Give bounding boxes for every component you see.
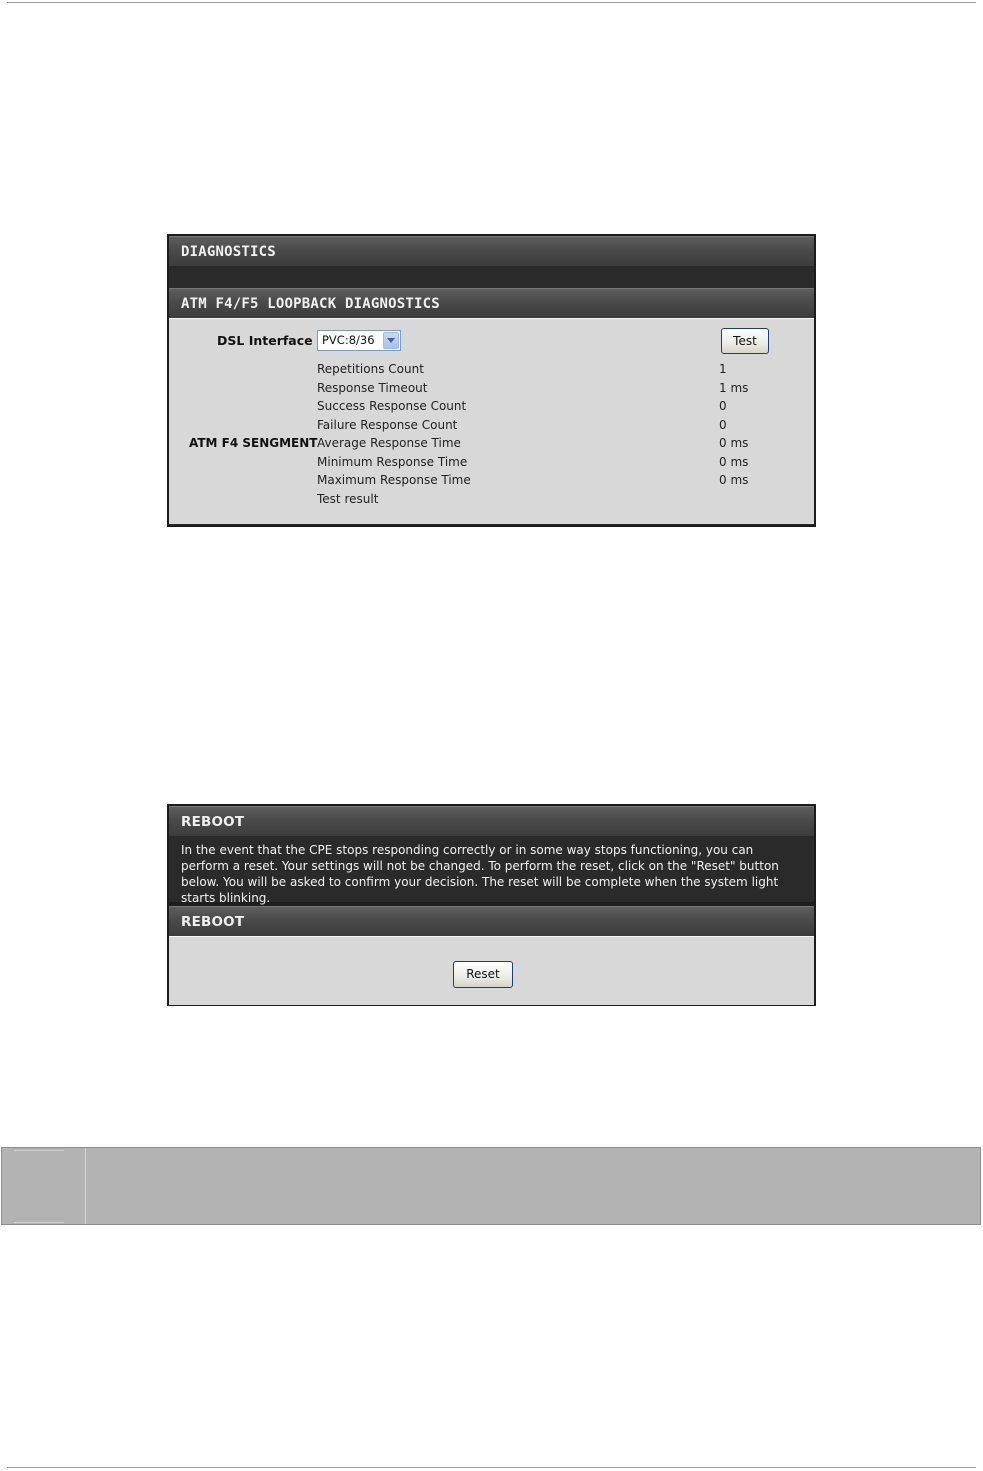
metric-row-failure-response-count — [317, 418, 767, 437]
metric-value: 0 — [719, 399, 727, 413]
metric-row-success-response-count — [317, 399, 767, 418]
reboot-section-title: REBOOT — [169, 906, 814, 936]
metric-value: 0 ms — [719, 454, 749, 469]
test-button[interactable]: Test — [721, 328, 769, 354]
metric-name: Repetitions Count — [317, 362, 424, 376]
chevron-down-icon[interactable] — [383, 332, 399, 349]
metric-name: Maximum Response Time — [317, 473, 471, 487]
metric-list — [317, 362, 767, 510]
metric-name: Success Response Count — [317, 399, 467, 413]
metric-row-response-timeout — [317, 381, 767, 400]
metric-row-minimum-response-time — [317, 455, 767, 474]
diagnostics-info-strip — [169, 266, 814, 288]
metric-value: 0 — [719, 417, 727, 432]
dsl-interface-label: DSL Interface — [217, 333, 313, 348]
diagnostics-title: DIAGNOSTICS — [169, 236, 814, 266]
metric-value: 1 ms — [719, 380, 749, 395]
bottom-rule — [7, 1467, 976, 1468]
reboot-description: In the event that the CPE stops responding correctly or in some way stops functioning, you can perform a reset. Your settings will not be changed. To perform the reset, click on the "Reset" button below. You will be asked to confirm your decision. The reset will be complete when the system light starts blinking. — [169, 836, 814, 902]
metric-row-test-result — [317, 492, 767, 511]
metric-value: 0 ms — [719, 436, 749, 450]
note-icon-cell — [2, 1148, 86, 1224]
metric-name: Average Response Time — [317, 436, 461, 450]
metric-row-average-response-time — [317, 436, 767, 455]
reboot-panel — [167, 804, 816, 1006]
metric-row-repetitions-count — [317, 362, 767, 381]
reboot-title: REBOOT — [169, 806, 814, 836]
note-bar — [1, 1147, 981, 1225]
metric-row-maximum-response-time — [317, 473, 767, 492]
reset-button[interactable]: Reset — [453, 961, 513, 988]
diagnostics-panel — [167, 234, 816, 527]
metric-name: Response Timeout — [317, 380, 428, 395]
reboot-section-body — [169, 936, 814, 1005]
metric-value: 1 — [719, 362, 727, 376]
metric-name: Minimum Response Time — [317, 454, 468, 469]
top-rule — [7, 2, 976, 3]
metric-name: Test result — [317, 491, 379, 506]
metric-name: Failure Response Count — [317, 417, 458, 432]
dsl-interface-selected-value: PVC:8/36 — [322, 333, 375, 347]
loopback-section-body — [169, 318, 814, 524]
dsl-interface-select[interactable] — [317, 330, 401, 351]
atm-f4-segment-label: ATM F4 SENGMENT — [189, 436, 318, 450]
loopback-section-title: ATM F4/F5 LOOPBACK DIAGNOSTICS — [169, 288, 814, 318]
metric-value: 0 ms — [719, 473, 749, 487]
